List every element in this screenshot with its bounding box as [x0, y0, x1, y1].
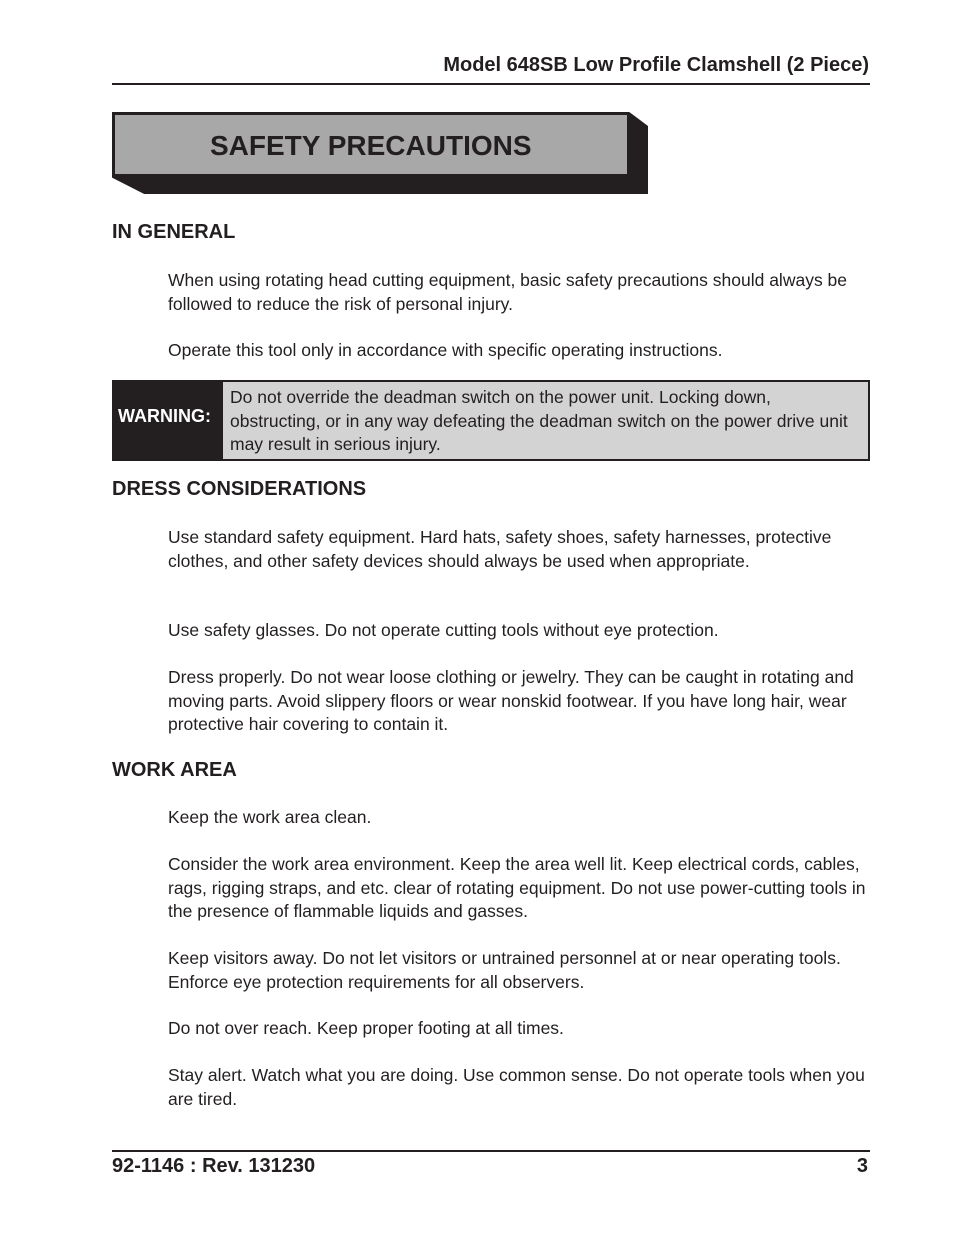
warning-label: WARNING:: [118, 406, 211, 426]
footer-document-number: 92-1146 : Rev. 131230: [112, 1155, 316, 1177]
footer-page-number: 3: [856, 1155, 868, 1177]
heading-work-area: WORK AREA: [112, 759, 237, 781]
paragraph-work-area-5: Stay alert. Watch what you are doing. Use common sense. Do not operate tools when you are tired.: [168, 1065, 865, 1109]
paragraph-dress-1: Use standard safety equipment. Hard hats, safety shoes, safety harnesses, protective clothes, and other safety devices should always be used when appropriate.: [168, 527, 832, 571]
warning-label-cell: [114, 382, 223, 459]
paragraph-work-area-2: Consider the work area environment. Keep the area well lit. Keep electrical cords, cables, rags, rigging straps, and etc. clear of rotating equipment. Do not use power-cutting tools in the presence of flammable liquids and gasses.: [168, 854, 866, 921]
paragraph-general-1: When using rotating head cutting equipment, basic safety precautions should always be followed to reduce the risk of personal injury.: [168, 270, 848, 314]
document-header-title: Model 648SB Low Profile Clamshell (2 Piece): [443, 54, 869, 76]
paragraph-general-2: Operate this tool only in accordance with specific operating instructions.: [168, 340, 723, 360]
heading-dress-considerations: DRESS CONSIDERATIONS: [112, 478, 367, 500]
paragraph-work-area-4: Do not over reach. Keep proper footing at all times.: [168, 1018, 564, 1038]
section-banner: [114, 114, 628, 175]
paragraph-work-area-1: Keep the work area clean.: [168, 807, 372, 827]
paragraph-work-area-3: Keep visitors away. Do not let visitors or untrained personnel at or near operating tools. Enforce eye protection requirements for all observers.: [168, 948, 841, 992]
warning-box: [112, 380, 870, 461]
footer-divider: [112, 1150, 870, 1152]
paragraph-dress-2: Use safety glasses. Do not operate cutting tools without eye protection.: [168, 620, 719, 640]
warning-text: Do not override the deadman switch on the power unit. Locking down, obstructing, or in any way defeating the deadman switch on the power drive unit may result in serious injury.: [230, 387, 848, 454]
header-divider: [112, 83, 870, 85]
section-banner-title: SAFETY PRECAUTIONS: [210, 130, 532, 161]
paragraph-dress-3: Dress properly. Do not wear loose clothing or jewelry. They can be caught in rotating and moving parts. Avoid slippery floors or wear nonskid footwear. If you have long hair, wear protective hair covering to contain it.: [168, 667, 854, 734]
heading-in-general: IN GENERAL: [112, 221, 236, 243]
